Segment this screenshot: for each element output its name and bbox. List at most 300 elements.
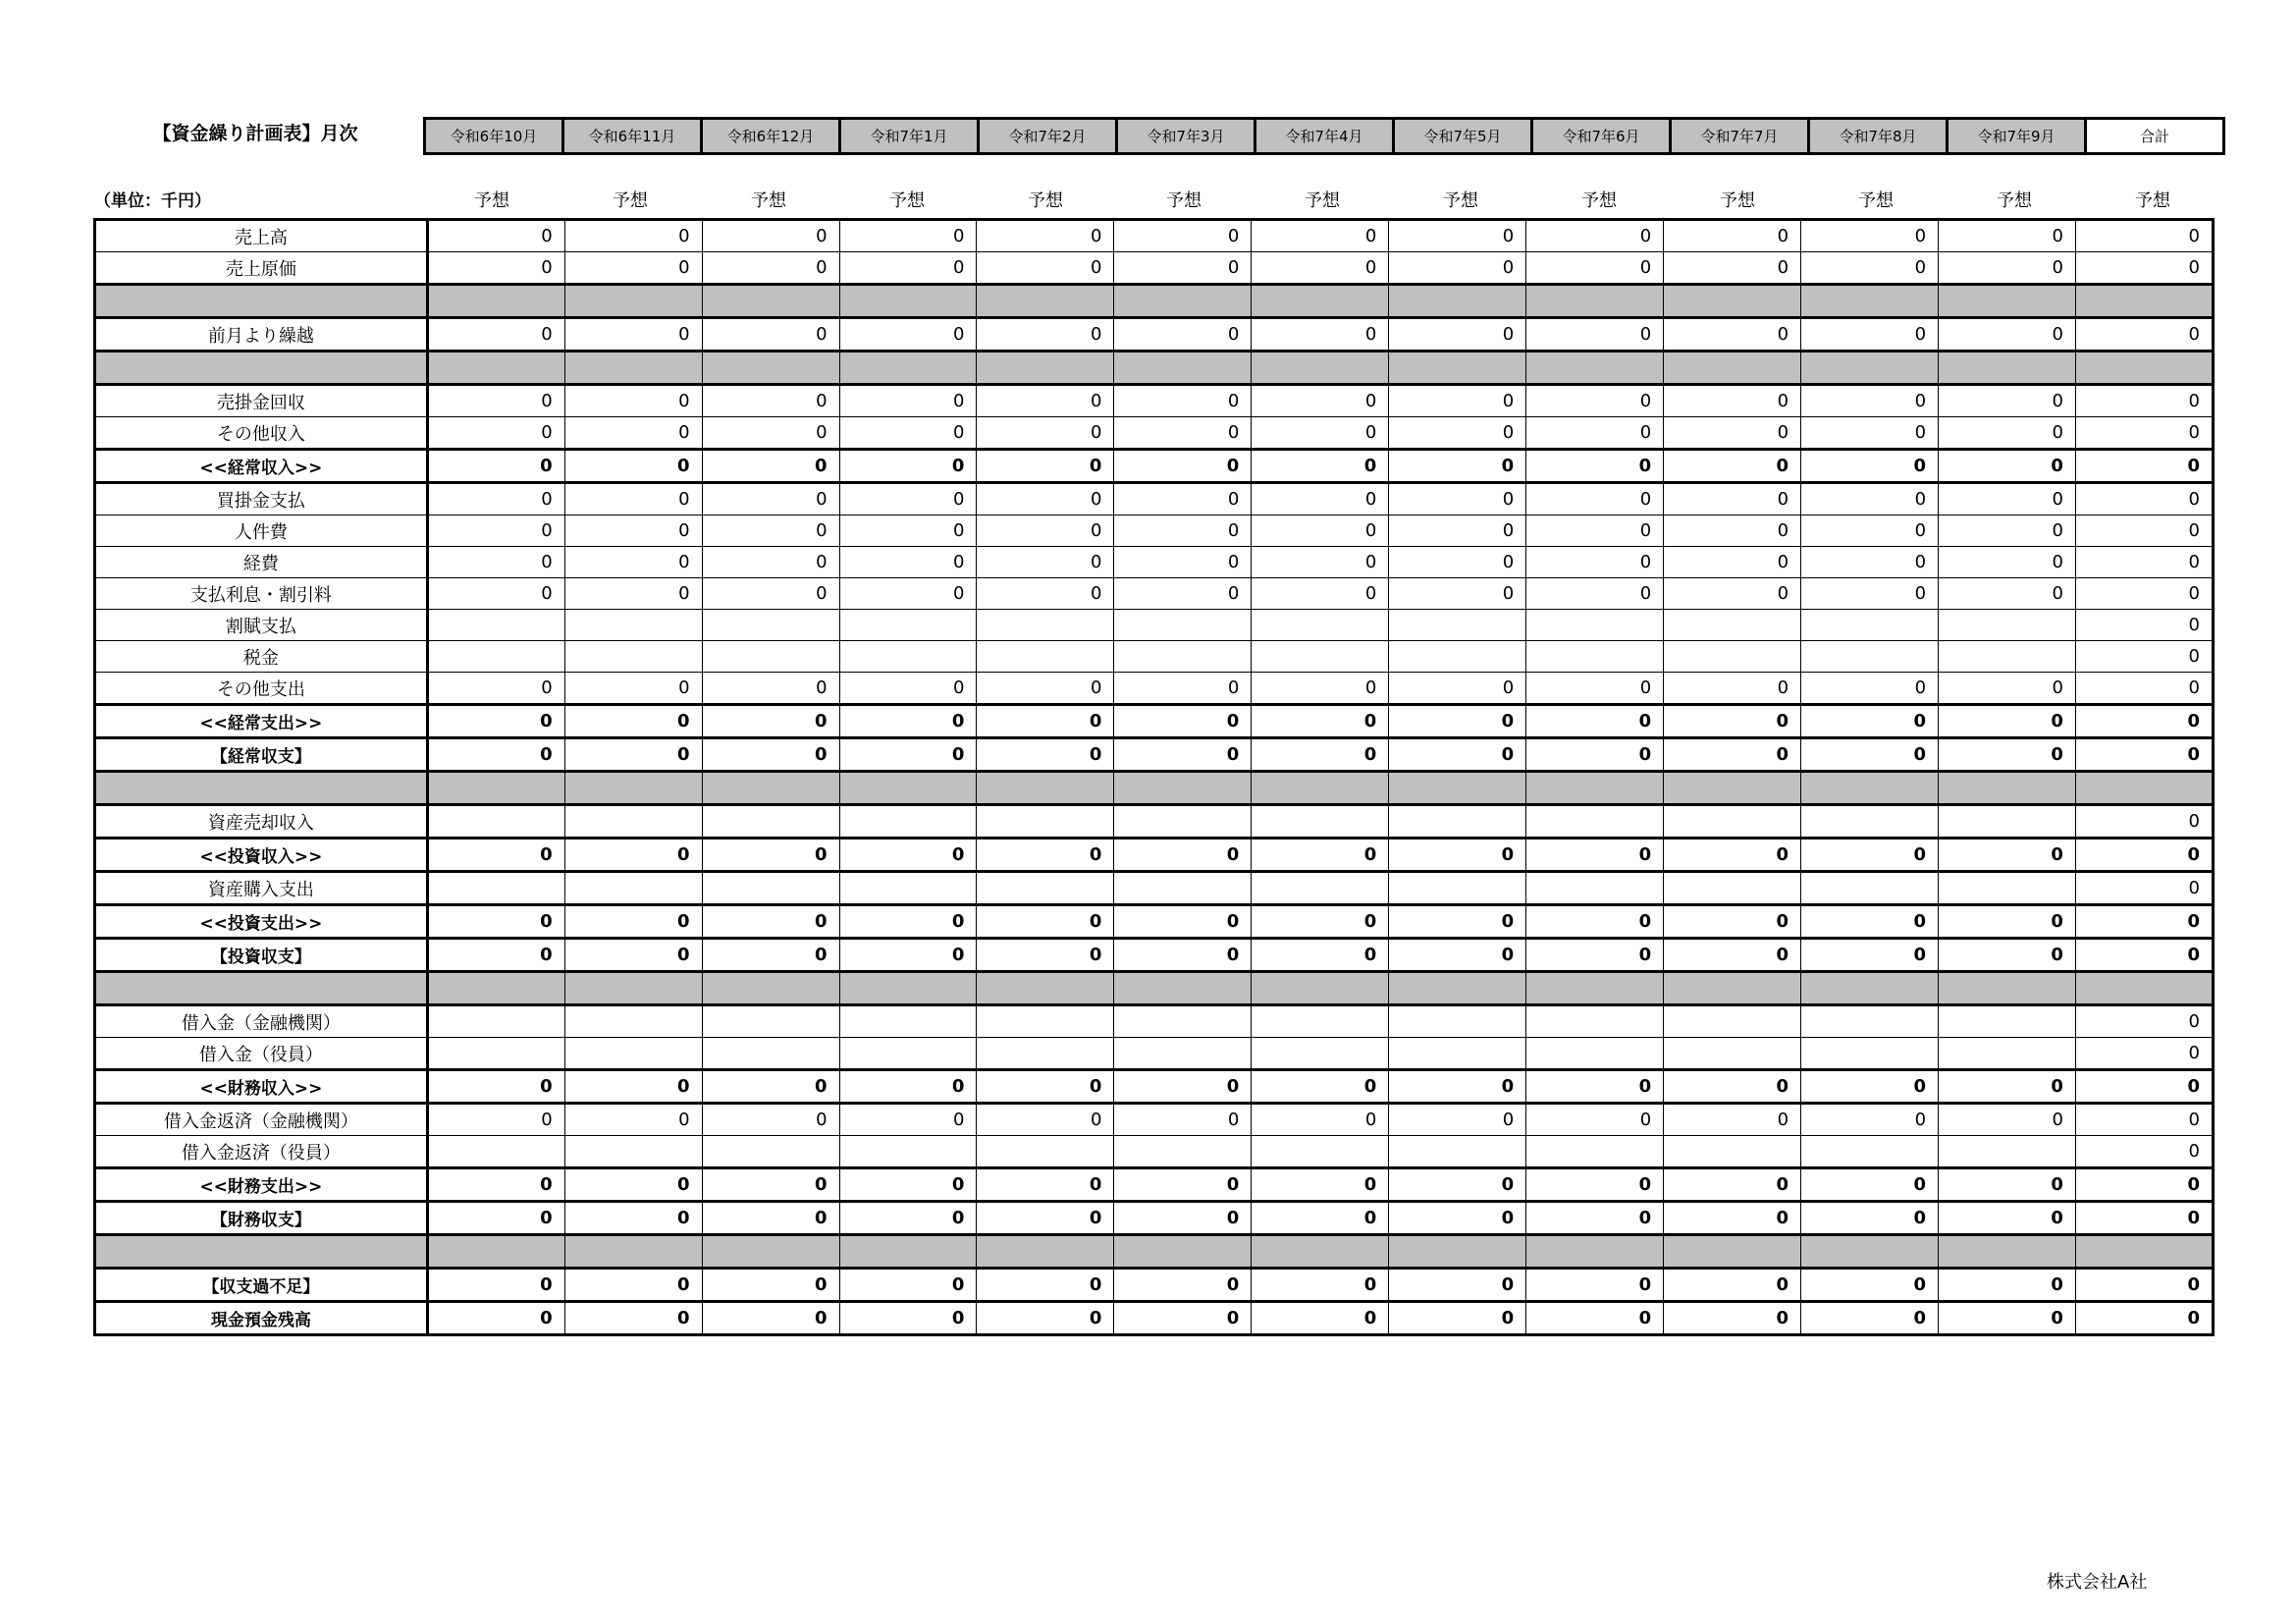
table-row [95, 547, 2214, 578]
value-cell: 0 [1389, 252, 1526, 285]
table-row [95, 839, 2214, 872]
value-cell: 0 [839, 705, 977, 738]
value-cell [839, 972, 977, 1005]
value-cell: 0 [702, 839, 839, 872]
value-cell: 0 [1114, 417, 1252, 450]
value-cell: 0 [2075, 417, 2213, 450]
value-cell: 0 [2075, 805, 2213, 839]
value-cell: 0 [977, 1070, 1114, 1104]
value-cell [1801, 285, 1939, 318]
value-cell: 0 [1252, 1104, 1389, 1136]
table-row [95, 705, 2214, 738]
value-cell: 0 [839, 1302, 977, 1335]
value-cell [977, 610, 1114, 641]
value-cell [702, 872, 839, 905]
value-cell [1801, 872, 1939, 905]
value-cell: 0 [1252, 1202, 1389, 1235]
value-cell: 0 [1526, 578, 1664, 610]
row-label: 割賦支払 [95, 610, 428, 641]
value-cell: 0 [2075, 515, 2213, 547]
value-cell: 0 [1664, 839, 1801, 872]
value-cell [1252, 772, 1389, 805]
value-cell: 0 [1389, 547, 1526, 578]
row-label: 売上原価 [95, 252, 428, 285]
row-label: <<投資支出>> [95, 905, 428, 939]
row-label: 借入金（金融機関） [95, 1005, 428, 1038]
row-label: <<経常収入>> [95, 450, 428, 483]
value-cell: 0 [839, 1070, 977, 1104]
month-header-cell: 令和7年9月 [1948, 119, 2086, 154]
value-cell: 0 [702, 1070, 839, 1104]
value-cell [1664, 641, 1801, 673]
value-cell: 0 [2075, 872, 2213, 905]
value-cell [1114, 805, 1252, 839]
row-label: 税金 [95, 641, 428, 673]
forecast-label: 予想 [2135, 190, 2170, 211]
value-cell: 0 [839, 252, 977, 285]
value-cell [427, 641, 564, 673]
value-cell [1801, 352, 1939, 385]
value-cell [1939, 352, 2076, 385]
value-cell [1664, 772, 1801, 805]
row-label: <<経常支出>> [95, 705, 428, 738]
value-cell: 0 [1801, 738, 1939, 772]
value-cell [977, 641, 1114, 673]
value-cell [1939, 872, 2076, 905]
value-cell: 0 [1664, 483, 1801, 515]
value-cell [2075, 772, 2213, 805]
value-cell: 0 [1389, 578, 1526, 610]
value-cell: 0 [1252, 318, 1389, 352]
value-cell: 0 [1252, 385, 1389, 417]
value-cell: 0 [2075, 252, 2213, 285]
value-cell: 0 [977, 1168, 1114, 1202]
value-cell: 0 [977, 839, 1114, 872]
row-label [95, 772, 428, 805]
value-cell [702, 610, 839, 641]
value-cell: 0 [839, 1269, 977, 1302]
value-cell: 0 [564, 547, 702, 578]
value-cell [702, 1235, 839, 1269]
value-cell: 0 [977, 318, 1114, 352]
table-row [95, 641, 2214, 673]
value-cell: 0 [564, 673, 702, 705]
value-cell: 0 [1801, 515, 1939, 547]
value-cell: 0 [702, 450, 839, 483]
sheet-title: 【資金繰り計画表】月次 [152, 123, 358, 144]
value-cell [1526, 1235, 1664, 1269]
row-label: その他支出 [95, 673, 428, 705]
value-cell: 0 [2075, 905, 2213, 939]
row-label: 【経常収支】 [95, 738, 428, 772]
value-cell [2075, 352, 2213, 385]
value-cell: 0 [1252, 1070, 1389, 1104]
value-cell: 0 [1664, 318, 1801, 352]
value-cell: 0 [702, 220, 839, 252]
value-cell: 0 [1389, 450, 1526, 483]
value-cell: 0 [1389, 1302, 1526, 1335]
table-row [95, 738, 2214, 772]
value-cell: 0 [702, 1168, 839, 1202]
value-cell: 0 [1389, 318, 1526, 352]
value-cell: 0 [1664, 1104, 1801, 1136]
forecast-label: 予想 [1858, 190, 1894, 211]
table-row [95, 1070, 2214, 1104]
value-cell: 0 [839, 547, 977, 578]
value-cell: 0 [1389, 939, 1526, 972]
row-label [95, 972, 428, 1005]
value-cell [1252, 1005, 1389, 1038]
value-cell: 0 [1114, 1269, 1252, 1302]
value-cell: 0 [564, 1269, 702, 1302]
value-cell: 0 [1114, 385, 1252, 417]
value-cell [427, 1038, 564, 1070]
value-cell [1389, 285, 1526, 318]
table-row [95, 1269, 2214, 1302]
value-cell [1526, 352, 1664, 385]
value-cell: 0 [977, 483, 1114, 515]
value-cell [1114, 1136, 1252, 1168]
value-cell: 0 [2075, 1005, 2213, 1038]
value-cell [564, 1235, 702, 1269]
value-cell [564, 285, 702, 318]
value-cell [702, 641, 839, 673]
value-cell: 0 [977, 1104, 1114, 1136]
value-cell: 0 [2075, 1302, 2213, 1335]
value-cell [1252, 1136, 1389, 1168]
value-cell [839, 1005, 977, 1038]
value-cell: 0 [1801, 385, 1939, 417]
value-cell: 0 [977, 417, 1114, 450]
value-cell [1114, 1235, 1252, 1269]
table-row [95, 385, 2214, 417]
table-row [95, 610, 2214, 641]
value-cell: 0 [1252, 515, 1389, 547]
value-cell: 0 [427, 385, 564, 417]
month-header-row [425, 119, 2224, 154]
value-cell: 0 [2075, 610, 2213, 641]
table-row [95, 1136, 2214, 1168]
value-cell: 0 [2075, 738, 2213, 772]
value-cell: 0 [564, 839, 702, 872]
value-cell: 0 [1939, 318, 2076, 352]
row-label: <<財務収入>> [95, 1070, 428, 1104]
value-cell: 0 [1939, 939, 2076, 972]
value-cell: 0 [1664, 1302, 1801, 1335]
row-label: 売掛金回収 [95, 385, 428, 417]
value-cell: 0 [427, 578, 564, 610]
value-cell: 0 [1252, 252, 1389, 285]
value-cell: 0 [1801, 252, 1939, 285]
value-cell [1114, 972, 1252, 1005]
value-cell [1389, 641, 1526, 673]
value-cell: 0 [1252, 578, 1389, 610]
value-cell: 0 [839, 385, 977, 417]
value-cell: 0 [2075, 1202, 2213, 1235]
value-cell: 0 [977, 547, 1114, 578]
value-cell: 0 [1939, 705, 2076, 738]
table-row [95, 515, 2214, 547]
value-cell [1801, 772, 1939, 805]
value-cell [702, 972, 839, 1005]
value-cell: 0 [1252, 839, 1389, 872]
value-cell [1252, 285, 1389, 318]
month-header-cell: 令和7年7月 [1671, 119, 1809, 154]
value-cell [977, 1038, 1114, 1070]
value-cell [702, 1005, 839, 1038]
value-cell: 0 [977, 252, 1114, 285]
value-cell [1252, 1235, 1389, 1269]
row-label: 現金預金残高 [95, 1302, 428, 1335]
value-cell: 0 [1526, 839, 1664, 872]
month-header-cell: 令和7年3月 [1117, 119, 1255, 154]
value-cell: 0 [2075, 1104, 2213, 1136]
value-cell [1389, 772, 1526, 805]
value-cell: 0 [1939, 483, 2076, 515]
value-cell: 0 [427, 1070, 564, 1104]
value-cell [1114, 285, 1252, 318]
value-cell: 0 [1526, 738, 1664, 772]
value-cell: 0 [427, 1269, 564, 1302]
row-label: 【財務収支】 [95, 1202, 428, 1235]
value-cell: 0 [1939, 673, 2076, 705]
section-separator-row [95, 772, 2214, 805]
value-cell: 0 [702, 738, 839, 772]
value-cell [1526, 972, 1664, 1005]
value-cell: 0 [1252, 673, 1389, 705]
value-cell [1252, 972, 1389, 1005]
value-cell: 0 [1252, 705, 1389, 738]
value-cell [1114, 352, 1252, 385]
value-cell: 0 [1252, 738, 1389, 772]
value-cell: 0 [1801, 547, 1939, 578]
month-header-cell: 令和6年12月 [702, 119, 840, 154]
value-cell: 0 [1801, 673, 1939, 705]
table-row [95, 1202, 2214, 1235]
value-cell [1664, 610, 1801, 641]
value-cell [1389, 872, 1526, 905]
value-cell: 0 [1526, 483, 1664, 515]
value-cell: 0 [1526, 252, 1664, 285]
value-cell: 0 [1114, 220, 1252, 252]
forecast-label: 予想 [751, 190, 786, 211]
row-label: 借入金（役員） [95, 1038, 428, 1070]
value-cell: 0 [2075, 578, 2213, 610]
value-cell [1664, 1038, 1801, 1070]
row-label: 買掛金支払 [95, 483, 428, 515]
value-cell [702, 1136, 839, 1168]
row-label: その他収入 [95, 417, 428, 450]
value-cell: 0 [702, 1269, 839, 1302]
value-cell: 0 [702, 547, 839, 578]
value-cell: 0 [1939, 1168, 2076, 1202]
value-cell [702, 772, 839, 805]
month-header-cell: 令和7年6月 [1532, 119, 1671, 154]
value-cell: 0 [977, 705, 1114, 738]
value-cell [564, 972, 702, 1005]
value-cell: 0 [2075, 1070, 2213, 1104]
value-cell: 0 [1664, 385, 1801, 417]
value-cell [1664, 1136, 1801, 1168]
value-cell: 0 [1939, 417, 2076, 450]
forecast-label: 予想 [1028, 190, 1063, 211]
value-cell [1939, 1038, 2076, 1070]
forecast-label: 予想 [889, 190, 925, 211]
value-cell: 0 [1114, 515, 1252, 547]
value-cell: 0 [1939, 385, 2076, 417]
value-cell [839, 805, 977, 839]
value-cell: 0 [427, 738, 564, 772]
value-cell: 0 [1664, 547, 1801, 578]
value-cell: 0 [1939, 1202, 2076, 1235]
value-cell: 0 [1664, 1168, 1801, 1202]
value-cell: 0 [1114, 1302, 1252, 1335]
value-cell: 0 [427, 515, 564, 547]
value-cell: 0 [1389, 1168, 1526, 1202]
section-separator-row [95, 352, 2214, 385]
value-cell: 0 [839, 1202, 977, 1235]
value-cell: 0 [1801, 1070, 1939, 1104]
forecast-label: 予想 [1997, 190, 2032, 211]
value-cell: 0 [427, 1168, 564, 1202]
value-cell [427, 285, 564, 318]
value-cell: 0 [977, 450, 1114, 483]
value-cell: 0 [1252, 220, 1389, 252]
value-cell [564, 772, 702, 805]
value-cell: 0 [977, 939, 1114, 972]
value-cell: 0 [427, 252, 564, 285]
value-cell: 0 [427, 483, 564, 515]
value-cell: 0 [1114, 1202, 1252, 1235]
value-cell [427, 1005, 564, 1038]
value-cell: 0 [839, 450, 977, 483]
value-cell [1389, 1235, 1526, 1269]
value-cell [2075, 285, 2213, 318]
value-cell: 0 [1389, 839, 1526, 872]
value-cell: 0 [427, 450, 564, 483]
value-cell [1389, 805, 1526, 839]
value-cell: 0 [1939, 252, 2076, 285]
value-cell [839, 1038, 977, 1070]
value-cell: 0 [1801, 417, 1939, 450]
table-row [95, 1302, 2214, 1335]
value-cell: 0 [1526, 905, 1664, 939]
value-cell [1801, 972, 1939, 1005]
value-cell: 0 [1114, 905, 1252, 939]
value-cell: 0 [839, 318, 977, 352]
month-header-cell: 令和7年5月 [1394, 119, 1532, 154]
value-cell: 0 [1252, 417, 1389, 450]
value-cell: 0 [702, 705, 839, 738]
row-label: <<財務支出>> [95, 1168, 428, 1202]
value-cell: 0 [1939, 738, 2076, 772]
value-cell: 0 [839, 905, 977, 939]
value-cell [1526, 805, 1664, 839]
row-label: 資産売却収入 [95, 805, 428, 839]
month-header-cell: 合計 [2086, 119, 2224, 154]
value-cell [1114, 772, 1252, 805]
value-cell: 0 [1114, 939, 1252, 972]
value-cell: 0 [2075, 1168, 2213, 1202]
value-cell: 0 [702, 1104, 839, 1136]
value-cell [1526, 1005, 1664, 1038]
value-cell [1252, 1038, 1389, 1070]
value-cell [1252, 352, 1389, 385]
value-cell: 0 [427, 1104, 564, 1136]
value-cell: 0 [1939, 839, 2076, 872]
value-cell: 0 [1389, 705, 1526, 738]
table-row [95, 220, 2214, 252]
value-cell [1114, 1005, 1252, 1038]
value-cell: 0 [427, 417, 564, 450]
value-cell [839, 1136, 977, 1168]
table-row [95, 1005, 2214, 1038]
value-cell: 0 [1939, 1104, 2076, 1136]
value-cell: 0 [1114, 705, 1252, 738]
value-cell [839, 352, 977, 385]
value-cell: 0 [1389, 1070, 1526, 1104]
value-cell: 0 [1526, 1269, 1664, 1302]
value-cell: 0 [1389, 385, 1526, 417]
value-cell [839, 772, 977, 805]
company-name: 株式会社A社 [2047, 1572, 2148, 1593]
value-cell [977, 772, 1114, 805]
value-cell [1801, 1136, 1939, 1168]
value-cell: 0 [2075, 318, 2213, 352]
value-cell: 0 [839, 220, 977, 252]
row-label [95, 1235, 428, 1269]
value-cell: 0 [1664, 905, 1801, 939]
value-cell [1389, 352, 1526, 385]
value-cell: 0 [427, 839, 564, 872]
row-label: 人件費 [95, 515, 428, 547]
value-cell: 0 [1801, 220, 1939, 252]
value-cell [1526, 872, 1664, 905]
value-cell [564, 872, 702, 905]
value-cell: 0 [1664, 417, 1801, 450]
value-cell: 0 [1939, 547, 2076, 578]
value-cell: 0 [1526, 450, 1664, 483]
value-cell: 0 [1114, 483, 1252, 515]
table-row [95, 872, 2214, 905]
value-cell [1252, 610, 1389, 641]
value-cell: 0 [1526, 1104, 1664, 1136]
value-cell [977, 805, 1114, 839]
value-cell [1939, 641, 2076, 673]
value-cell [1939, 610, 2076, 641]
table-row [95, 578, 2214, 610]
value-cell [1664, 352, 1801, 385]
value-cell: 0 [427, 673, 564, 705]
row-label: 【投資収支】 [95, 939, 428, 972]
value-cell [564, 1136, 702, 1168]
forecast-label: 予想 [613, 190, 648, 211]
value-cell [702, 1038, 839, 1070]
value-cell: 0 [1664, 1269, 1801, 1302]
value-cell: 0 [1939, 450, 2076, 483]
value-cell: 0 [564, 515, 702, 547]
value-cell: 0 [1526, 547, 1664, 578]
value-cell: 0 [1801, 578, 1939, 610]
value-cell: 0 [564, 939, 702, 972]
row-label [95, 285, 428, 318]
value-cell [1939, 1005, 2076, 1038]
row-label [95, 352, 428, 385]
value-cell [1801, 805, 1939, 839]
value-cell [564, 641, 702, 673]
value-cell [1801, 1005, 1939, 1038]
value-cell: 0 [1526, 705, 1664, 738]
